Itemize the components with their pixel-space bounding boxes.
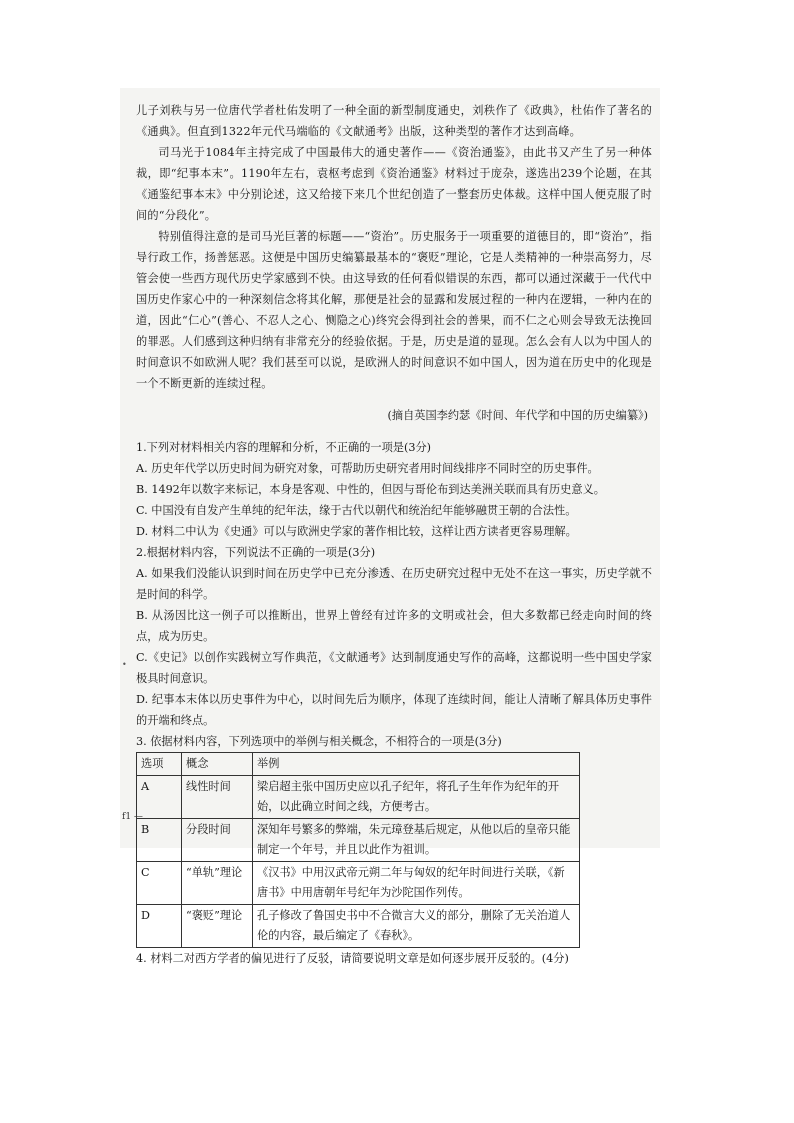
table-cell: “褒贬”理论 <box>182 905 253 948</box>
page-footer-mark: f1 — <box>122 812 143 822</box>
question-1-option-a: A. 历史年代学以历史时间为研究对象，可帮助历史研究者用时间线排序不同时空的历史事件。 <box>136 462 599 476</box>
table-header-cell: 举例 <box>253 753 580 776</box>
question-2-option-b: B. 从汤因比这一例子可以推断出，世界上曾经有过许多的文明或社会，但大多数都已经走向时间的终点，成为历史。 <box>136 609 652 644</box>
margin-mark: • <box>122 660 127 669</box>
question-4-stem: 4. 材料二对西方学者的偏见进行了反驳，请简要说明文章是如何逐步展开反驳的。(4分) <box>136 952 569 966</box>
table-header-cell: 选项 <box>137 753 182 776</box>
source-citation: (摘自英国李约瑟《时间、年代学和中国的历史编纂》) <box>387 409 648 423</box>
table-cell: 孔子修改了鲁国史书中不合微言大义的部分，删除了无关治道人伦的内容，最后编定了《春秋》。 <box>253 905 580 948</box>
question-1-stem: 1.下列对材料相关内容的理解和分析，不正确的一项是(3分) <box>136 441 432 455</box>
table-row <box>137 862 580 905</box>
question-2-stem: 2.根据材料内容，下列说法不正确的一项是(3分) <box>136 546 376 560</box>
table-header-cell: 概念 <box>182 753 253 776</box>
question-1-option-d: D. 材料二中认为《史通》可以与欧洲史学家的著作相比较，这样让西方读者更容易理解。 <box>136 525 577 539</box>
table-cell: D <box>137 905 182 948</box>
paragraph-2: 司马光于1084年主持完成了中国最伟大的通史著作——《资治通鉴》，由此书又产生了另一种体裁，即“纪事本末”。1190年左右，袁枢考虑到《资治通鉴》材料过于庞杂，遂选出239个论题，在其《通鉴纪事本末》中分别论述，这又给接下来几个世纪创造了一整套历史体裁。这样中国人便克服了时间的“分段化”。 <box>136 146 652 222</box>
table-row <box>137 776 580 819</box>
question-2-option-c: C.《史记》以创作实践树立写作典范，《文献通考》达到制度通史写作的高峰，这都说明一些中国史学家极具时间意识。 <box>136 651 652 686</box>
table-cell: 线性时间 <box>182 776 253 819</box>
question-2-option-a: A. 如果我们没能认识到时间在历史学中已充分渗透、在历史研究过程中无处不在这一事实，历史学就不是时间的科学。 <box>136 567 652 602</box>
table-row <box>137 905 580 948</box>
question-3-table <box>136 752 580 948</box>
table-cell: C <box>137 862 182 905</box>
table-cell: 梁启超主张中国历史应以孔子纪年，将孔子生年作为纪年的开始，以此确立时间之线，方便考古。 <box>253 776 580 819</box>
table-header-row <box>137 753 580 776</box>
paragraph-3: 特别值得注意的是司马光巨著的标题——“资治”。历史服务于一项重要的道德目的，即“资治”，指导行政工作，扬善惩恶。这便是中国历史编纂最基本的“褒贬”理论，它是人类精神的一种崇高努力，尽管会使一些西方现代历史学家感到不快。由这导致的任何看似错误的东西，都可以通过深藏于一代代中国历史作家心中的一种深刻信念将其化解，那便是社会的显露和发展过程的一种内在逻辑，一种内在的道，因此“仁心”(善心、不忍人之心、恻隐之心)终究会得到社会的善果，而不仁之心则会导致无法挽回的罪恶。人们感到这种归纳有非常充分的经验依据。于是，历史是道的显现。怎么会有人以为中国人的时间意识不如欧洲人呢？我们甚至可以说，是欧洲人的时间意识不如中国人，因为道在历史中的化现是一个不断更新的连续过程。 <box>136 230 652 390</box>
question-2-option-d: D. 纪事本末体以历史事件为中心，以时间先后为顺序，体现了连续时间，能让人清晰了解具体历史事件的开端和终点。 <box>136 693 652 728</box>
question-1-option-c: C. 中国没有自发产生单纯的纪年法，缘于古代以朝代和统治纪年能够融贯王朝的合法性。 <box>136 504 577 518</box>
table-row <box>137 819 580 862</box>
paragraph-1: 儿子刘秩与另一位唐代学者杜佑发明了一种全面的新型制度通史，刘秩作了《政典》，杜佑作了著名的《通典》。但直到1322年元代马端临的《文献通考》出版，这种类型的著作才达到高峰。 <box>136 104 652 138</box>
table-cell: B <box>137 819 182 862</box>
question-1-option-b: B. 1492年以数字来标记，本身是客观、中性的，但因与哥伦布到达美洲关联而具有历史意义。 <box>136 483 605 497</box>
question-3-stem: 3. 依据材料内容，下列选项中的举例与相关概念，不相符合的一项是(3分) <box>136 735 502 749</box>
table-cell: 分段时间 <box>182 819 253 862</box>
table-cell: A <box>137 776 182 819</box>
table-cell: 《汉书》中用汉武帝元朔二年与匈奴的纪年时间进行关联，《新唐书》中用唐朝年号纪年为沙陀国作列传。 <box>253 862 580 905</box>
table-cell: “单轨”理论 <box>182 862 253 905</box>
document-body <box>136 100 652 969</box>
table-cell: 深知年号繁多的弊端，朱元璋登基后规定，从他以后的皇帝只能制定一个年号，并且以此作为祖训。 <box>253 819 580 862</box>
